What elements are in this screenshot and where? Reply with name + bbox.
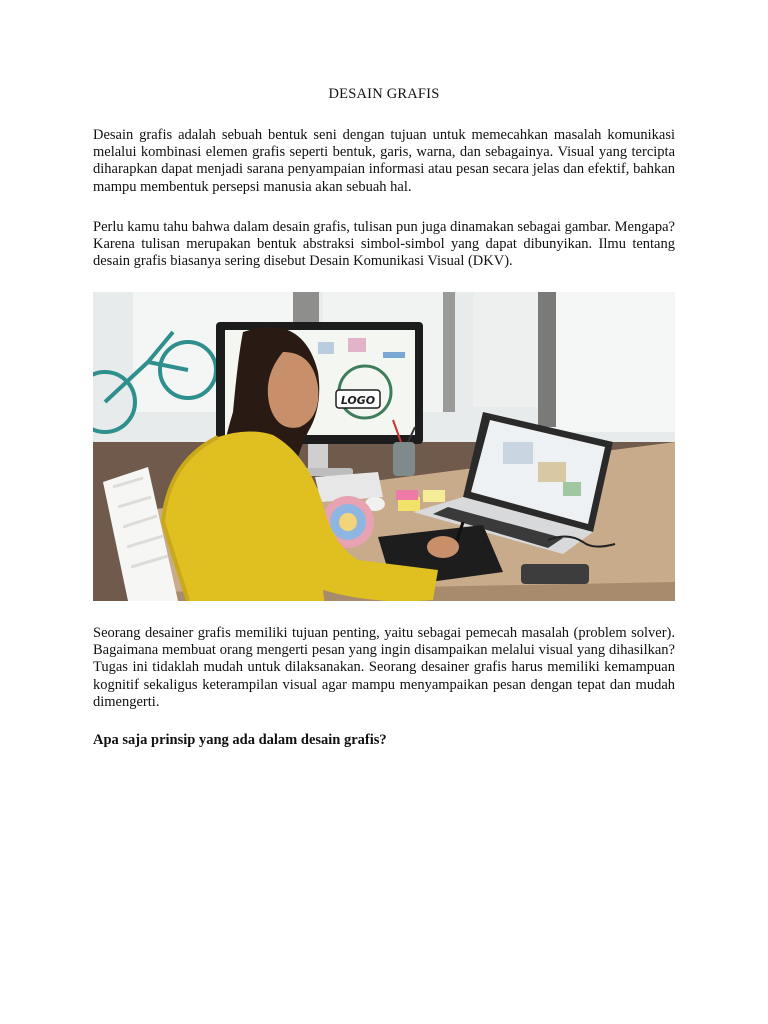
section-question: Apa saja prinsip yang ada dalam desain grafis? [93,732,387,748]
paragraph-definition: Desain grafis adalah sebuah bentuk seni dengan tujuan untuk memecahkan masalah komunikasi melalui kombinasi elemen grafis seperti bentuk, garis, warna, dan sebagainya. Visual yang tercipta diharapkan dapat menjadi sarana penyampaian informasi atau pesan secara jelas dan efektif, bahkan mampu membentuk persepsi manusia akan sebuah hal. [93,127,675,195]
paragraph-problem-solver: Seorang desainer grafis memiliki tujuan penting, yaitu sebagai pemecah masalah (problem solver). Bagaimana membuat orang mengerti pesan yang ingin disampaikan melalui visual yang dihasilkan? Tugas ini tidaklah mudah untuk dilaksanakan. Seorang desainer grafis harus memiliki kemampuan kognitif sekaligus keterampilan visual agar mampu menyampaikan pesan dengan tepat dan mudah dimengerti. [93,625,675,710]
monitor-logo-text: LOGO [340,394,376,407]
document-title: DESAIN GRAFIS [328,86,440,102]
designer-photo [93,292,675,601]
paragraph-typography: Perlu kamu tahu bahwa dalam desain grafis, tulisan pun juga dinamakan sebagai gambar. Mengapa? Karena tulisan merupakan bentuk abstraksi simbol-simbol yang dapat dibunyikan. Ilmu tentang desain grafis biasanya sering disebut Desain Komunikasi Visual (DKV). [93,219,675,270]
